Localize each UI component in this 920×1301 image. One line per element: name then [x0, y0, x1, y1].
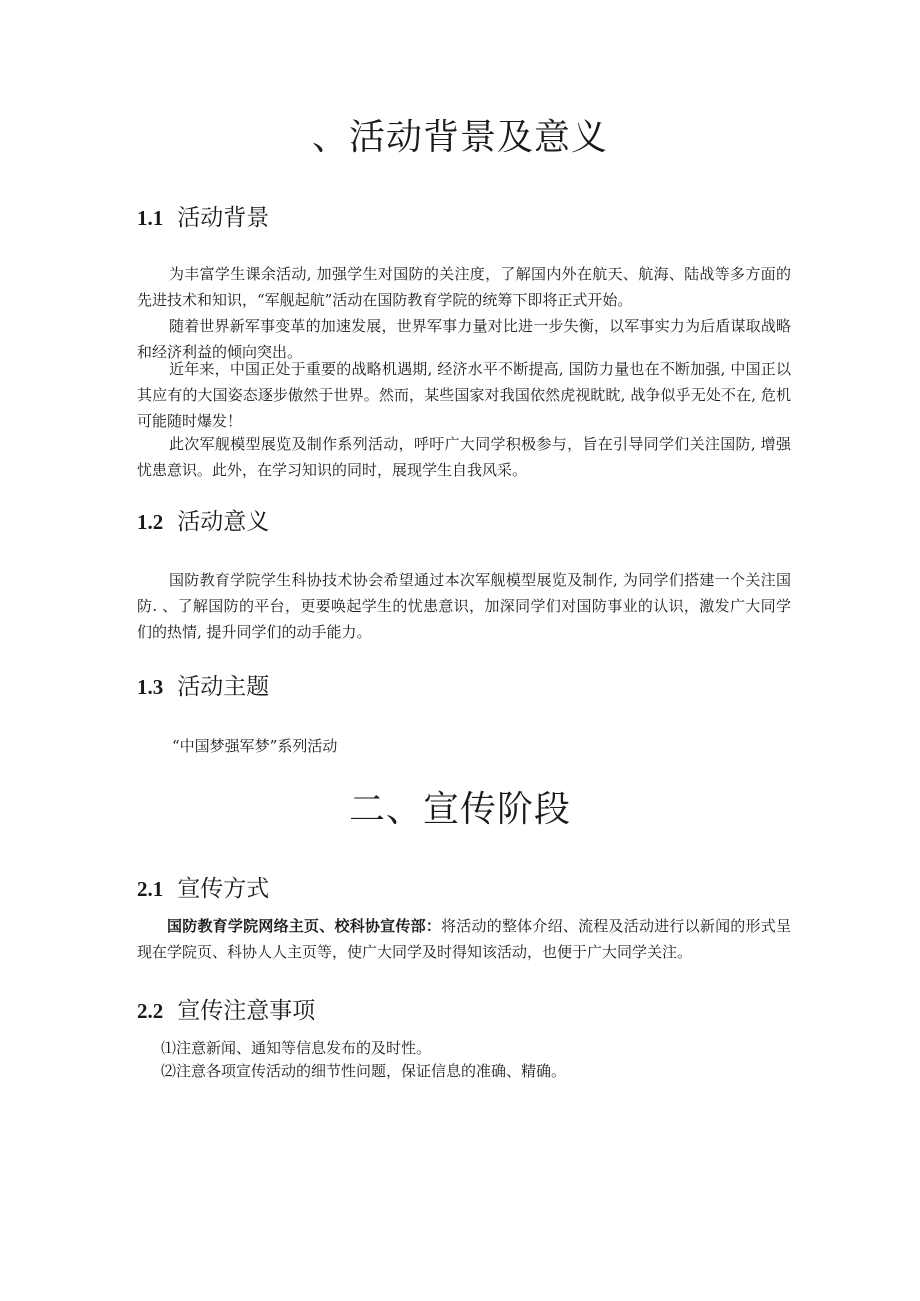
heading-1-1 — [137, 203, 269, 233]
paragraph-2-1 — [137, 913, 791, 965]
list-item: ⑵注意各项宣传活动的细节性问题，保证信息的准确、精确。 — [161, 1062, 567, 1080]
paragraph-body: 将活动的整体介绍、流程及活动进行以新闻的形式呈现在学院页、科协人人主页等，使广大同学及时得知该活动，也便于广大同学关注。 — [137, 917, 791, 961]
heading-number: 2.1 — [137, 877, 164, 901]
heading-text: 宣传方式 — [177, 876, 270, 902]
paragraph-1-2: 国防教育学院学生科协技术协会希望通过本次军舰模型展览及制作, 为同学们搭建一个关注国防. 、了解国防的平台，更要唤起学生的忧患意识，加深同学们对国防事业的认识，激发广大同学们的热情, 提升同学们的动手能力。 — [137, 571, 791, 641]
heading-1-3 — [137, 672, 269, 702]
section-1-title: 、活动背景及意义 — [311, 117, 608, 158]
heading-number: 1.1 — [137, 206, 164, 230]
heading-text: 活动背景 — [177, 205, 270, 231]
heading-number: 1.3 — [137, 675, 164, 699]
heading-text: 活动意义 — [177, 509, 270, 535]
heading-text: 宣传注意事项 — [177, 998, 316, 1024]
section-2-title: 二、宣传阶段 — [348, 789, 571, 830]
heading-number: 1.2 — [137, 510, 164, 534]
activity-theme: “中国梦强军梦”系列活动 — [172, 737, 338, 755]
heading-1-2 — [137, 507, 269, 537]
bold-lead: 国防教育学院网络主页、校科协宣传部： — [167, 917, 442, 935]
heading-number: 2.2 — [137, 999, 164, 1023]
list-item: ⑴注意新闻、通知等信息发布的及时性。 — [161, 1039, 432, 1057]
paragraph-1-1-d: 此次军舰模型展览及制作系列活动，呼吁广大同学积极参与，旨在引导同学们关注国防, 增强忧患意识。此外，在学习知识的同时，展现学生自我风采。 — [137, 435, 791, 479]
paragraph-1-1-b: 随着世界新军事变革的加速发展，世界军事力量对比进一步失衡，以军事实力为后盾谋取战略和经济利益的倾向突出。 — [137, 317, 791, 361]
heading-text: 活动主题 — [177, 674, 270, 700]
paragraph-1-1-c: 近年来，中国正处于重要的战略机遇期, 经济水平不断提高, 国防力量也在不断加强, 中国正以其应有的大国姿态逐步傲然于世界。然而，某些国家对我国依然虎视眈眈, 战争似乎无处不在, 危机可能随时爆发！ — [137, 360, 791, 430]
heading-2-1 — [137, 874, 269, 904]
paragraph-1-1-a: 为丰富学生课余活动, 加强学生对国防的关注度，了解国内外在航天、航海、陆战等多方面的先进技术和知识，“军舰起航”活动在国防教育学院的统筹下即将正式开始。 — [137, 265, 791, 309]
heading-2-2 — [137, 996, 315, 1026]
